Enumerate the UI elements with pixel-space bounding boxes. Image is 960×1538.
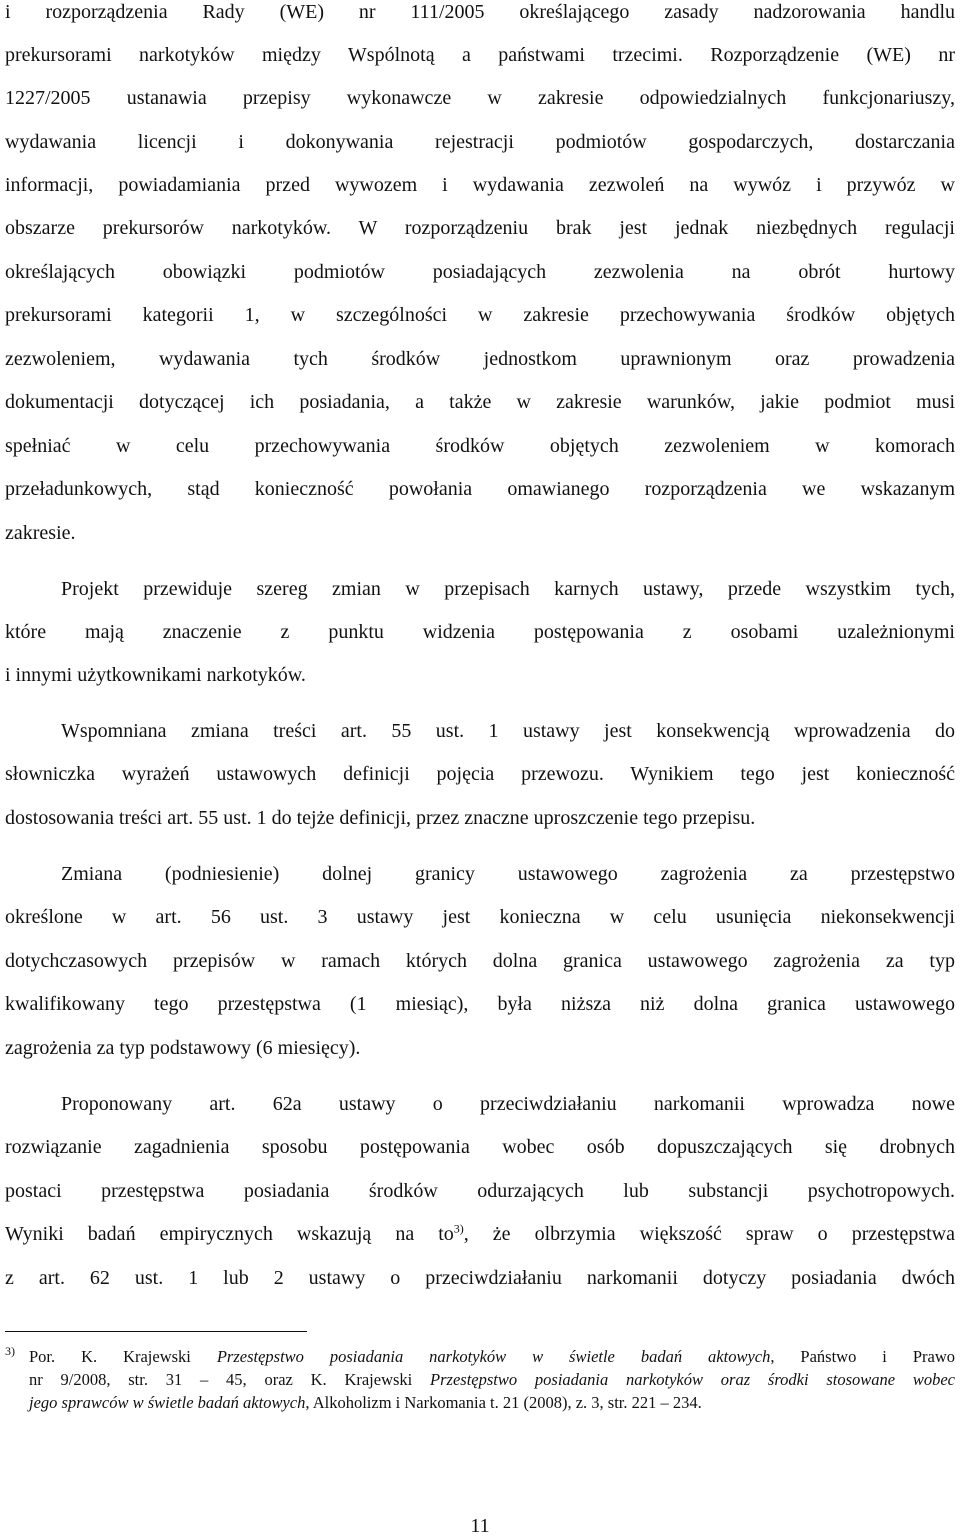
body-line: informacji, powiadamiania przed wywozem i wydawania zezwoleń na wywóz i przywóz w xyxy=(5,174,955,196)
body-line: i rozporządzenia Rady (WE) nr 111/2005 określającego zasady nadzorowania handlu xyxy=(5,1,955,23)
body-line: słowniczka wyrażeń ustawowych definicji pojęcia przewozu. Wynikiem tego jest konieczność xyxy=(5,763,955,785)
body-line: zakresie. xyxy=(5,522,76,544)
body-line: prekursorami kategorii 1, w szczególności w zakresie przechowywania środków objętych xyxy=(5,304,955,326)
footnote-title: jego sprawców w świetle badań aktowych xyxy=(29,1393,306,1412)
body-line: określone w art. 56 ust. 3 ustawy jest konieczna w celu usunięcia niekonsekwencji xyxy=(5,906,955,928)
body-line: rozwiązanie zagadnienia sposobu postępowania wobec osób dopuszczających się drobnych xyxy=(5,1136,955,1158)
footnote-marker: 3) xyxy=(5,1344,15,1358)
footnote-reference[interactable]: 3) xyxy=(453,1221,464,1236)
body-line: dotychczasowych przepisów w ramach których dolna granica ustawowego zagrożenia za typ xyxy=(5,950,955,972)
body-line: zagrożenia za typ podstawowy (6 miesięcy). xyxy=(5,1037,361,1059)
body-line: obszarze prekursorów narkotyków. W rozporządzeniu brak jest jednak niezbędnych regulacji xyxy=(5,217,955,239)
body-text: , że olbrzymia większość spraw o przestępstwa xyxy=(463,1223,955,1245)
body-line: kwalifikowany tego przestępstwa (1 miesiąc), była niższa niż dolna granica ustawowego xyxy=(5,993,955,1015)
footnote-line xyxy=(29,1347,955,1367)
body-line: które mają znaczenie z punktu widzenia postępowania z osobami uzależnionymi xyxy=(5,621,955,643)
body-line: wydawania licencji i dokonywania rejestracji podmiotów gospodarczych, dostarczania xyxy=(5,131,955,153)
body-line: Projekt przewiduje szereg zmian w przepisach karnych ustawy, przede wszystkim tych, xyxy=(61,578,955,600)
body-line: spełniać w celu przechowywania środków objętych zezwoleniem w komorach xyxy=(5,435,955,457)
body-line-with-footnote-ref xyxy=(5,1222,955,1246)
body-line: prekursorami narkotyków między Wspólnotą a państwami trzecimi. Rozporządzenie (WE) nr xyxy=(5,44,955,66)
body-line: z art. 62 ust. 1 lub 2 ustawy o przeciwdziałaniu narkomanii dotyczy posiadania dwóch xyxy=(5,1267,955,1289)
body-text: Wyniki badań empirycznych wskazują na to xyxy=(5,1223,454,1245)
footnote-line xyxy=(29,1370,955,1390)
footnote-title: Przestępstwo posiadania narkotyków w świetle badań aktowych xyxy=(216,1347,771,1366)
body-line: dokumentacji dotyczącej ich posiadania, a także w zakresie warunków, jakie podmiot musi xyxy=(5,391,955,413)
body-line: i innymi użytkownikami narkotyków. xyxy=(5,664,306,686)
body-line: określających obowiązki podmiotów posiadających zezwolenia na obrót hurtowy xyxy=(5,261,955,283)
footnote-title: Przestępstwo posiadania narkotyków oraz środki stosowane wobec xyxy=(430,1370,956,1389)
footnote-text: , Państwo i Prawo xyxy=(770,1347,955,1366)
body-line: Proponowany art. 62a ustawy o przeciwdziałaniu narkomanii wprowadza nowe xyxy=(61,1093,955,1115)
footnote-text: nr 9/2008, str. 31 – 45, oraz K. Krajewski xyxy=(29,1370,431,1389)
page-number: 11 xyxy=(470,1515,490,1537)
body-line: postaci przestępstwa posiadania środków odurzających lub substancji psychotropowych. xyxy=(5,1180,955,1202)
footnote-text: Por. K. Krajewski xyxy=(29,1347,217,1366)
body-line: Wspomniana zmiana treści art. 55 ust. 1 ustawy jest konsekwencją wprowadzenia do xyxy=(61,720,955,742)
footnote-separator xyxy=(5,1331,307,1332)
body-line: dostosowania treści art. 55 ust. 1 do tejże definicji, przez znaczne uproszczenie tego przepisu. xyxy=(5,807,756,829)
body-line: zezwoleniem, wydawania tych środków jednostkom uprawnionym oraz prowadzenia xyxy=(5,348,955,370)
body-line: Zmiana (podniesienie) dolnej granicy ustawowego zagrożenia za przestępstwo xyxy=(61,863,955,885)
footnote-text: , Alkoholizm i Narkomania t. 21 (2008), z. 3, str. 221 – 234. xyxy=(305,1393,702,1412)
footnote-line xyxy=(29,1393,702,1413)
body-line: przeładunkowych, stąd konieczność powołania omawianego rozporządzenia we wskazanym xyxy=(5,478,955,500)
body-line: 1227/2005 ustanawia przepisy wykonawcze w zakresie odpowiedzialnych funkcjonariuszy, xyxy=(5,87,955,109)
